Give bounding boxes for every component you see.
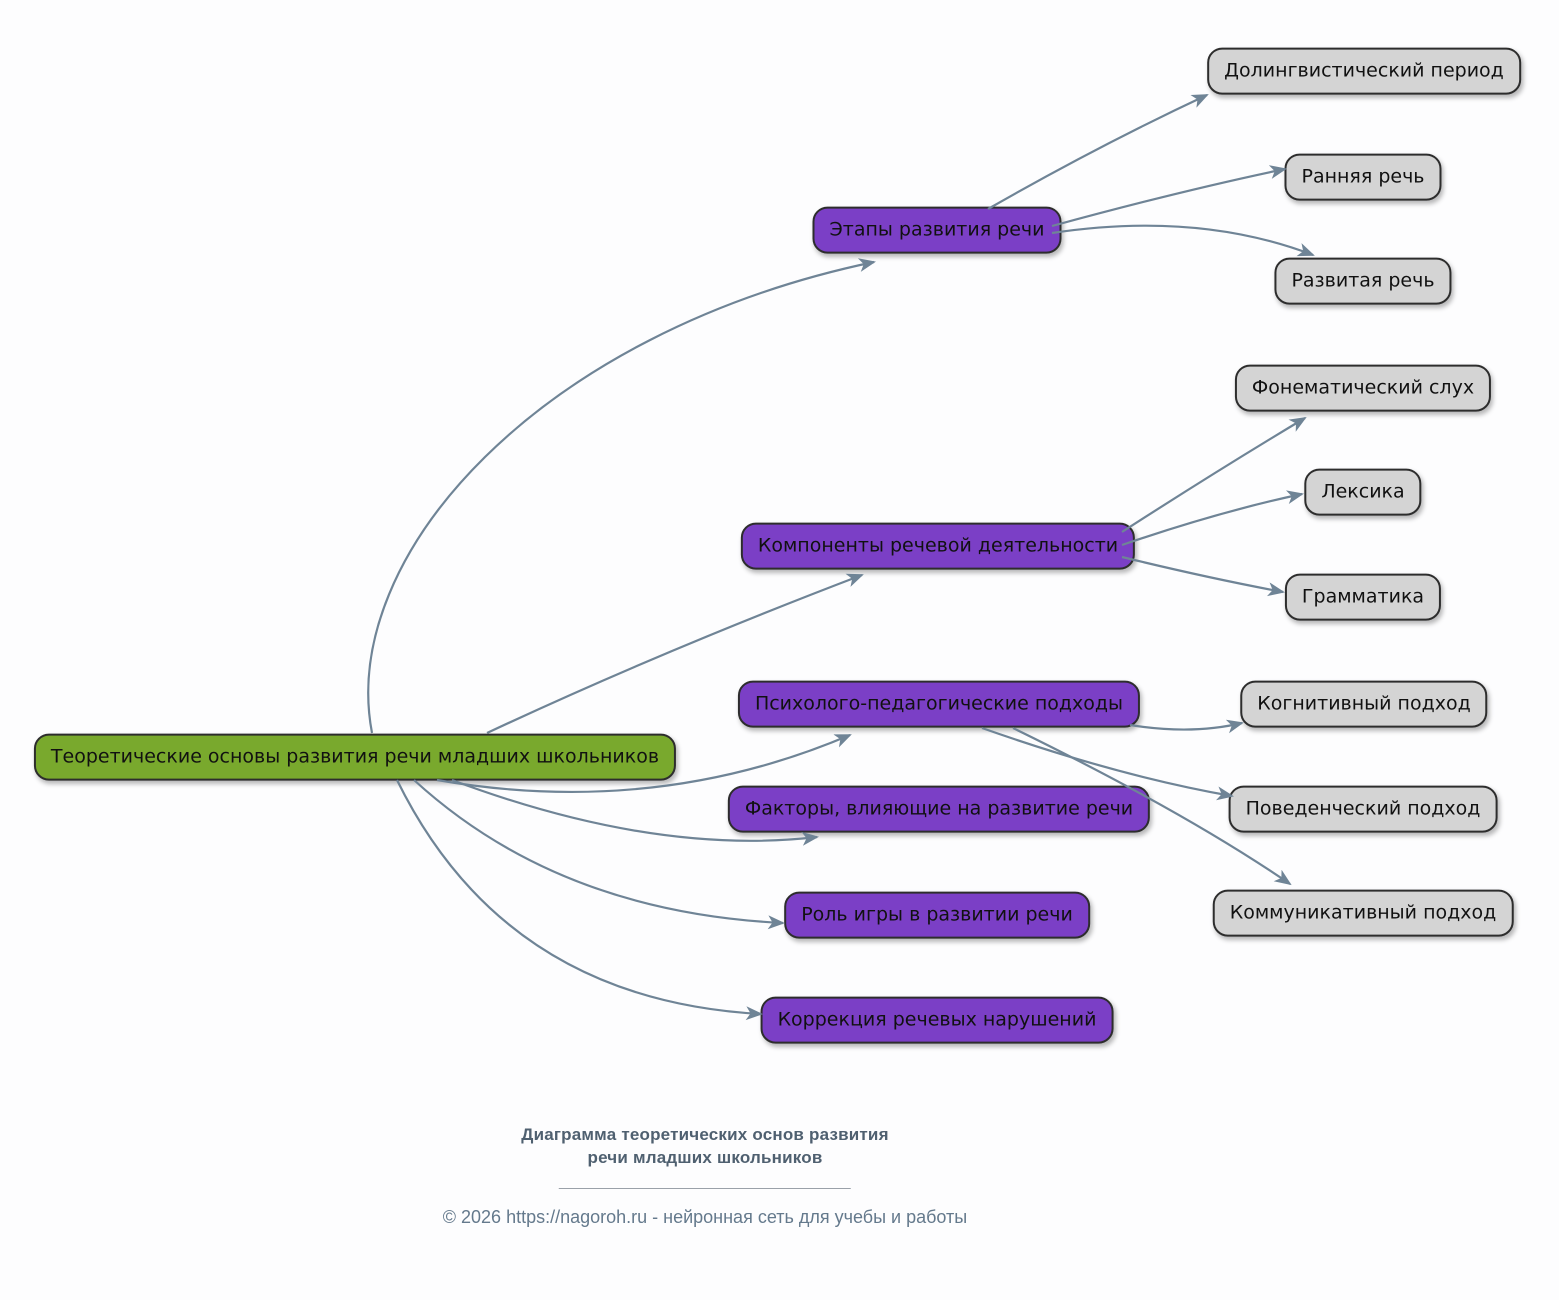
node-faktory-vliyayushchie: Факторы, влияющие на развитие речи	[728, 786, 1150, 833]
caption-block	[443, 1124, 967, 1228]
edge-etapy-rannyaya	[1052, 169, 1285, 226]
node-dolingvisticheskiy-period: Долингвистический период	[1207, 48, 1521, 95]
node-etapy-razvitiya-rechi: Этапы развития речи	[812, 207, 1061, 254]
edge-root-korrekcia	[397, 780, 761, 1014]
node-grammatika: Грамматика	[1285, 574, 1441, 621]
edge-komponenty-fonematicheskiy	[1122, 418, 1305, 532]
node-rannyaya-rech: Ранняя речь	[1284, 154, 1441, 201]
node-psihologo-pedagogicheskie: Психолого-педагогические подходы	[738, 681, 1140, 728]
node-leksika: Лексика	[1304, 469, 1421, 516]
node-povedencheskiy-podhod: Поведенческий подход	[1229, 786, 1498, 833]
node-fonematicheskiy-sluh: Фонематический слух	[1235, 365, 1491, 412]
node-root: Теоретические основы развития речи младших школьников	[34, 734, 676, 781]
edge-etapy-razvitaya	[1052, 226, 1313, 255]
edge-komponenty-grammatika	[1122, 557, 1283, 592]
edge-root-etapy	[368, 262, 874, 733]
edge-etapy-dolingvisticheskiy	[988, 95, 1207, 209]
caption-divider	[559, 1188, 851, 1189]
edge-psihologo-kognitivny	[1130, 723, 1242, 730]
edge-komponenty-leksika	[1122, 494, 1302, 545]
node-kognitivny-podhod: Когнитивный подход	[1240, 681, 1487, 728]
caption-copyright: © 2026 https://nagoroh.ru - нейронная сеть для учебы и работы	[442, 1206, 968, 1227]
node-korrekcia-narusheniy: Коррекция речевых нарушений	[761, 997, 1114, 1044]
caption-title: Диаграмма теоретических основ развития речи младших школьников	[521, 1125, 889, 1167]
node-kommunikativny-podhod: Коммуникативный подход	[1213, 890, 1514, 937]
node-razvitaya-rech: Развитая речь	[1274, 258, 1451, 305]
node-rol-igry: Роль игры в развитии речи	[784, 892, 1090, 939]
node-komponenty-rechevoy: Компоненты речевой деятельности	[741, 523, 1135, 570]
